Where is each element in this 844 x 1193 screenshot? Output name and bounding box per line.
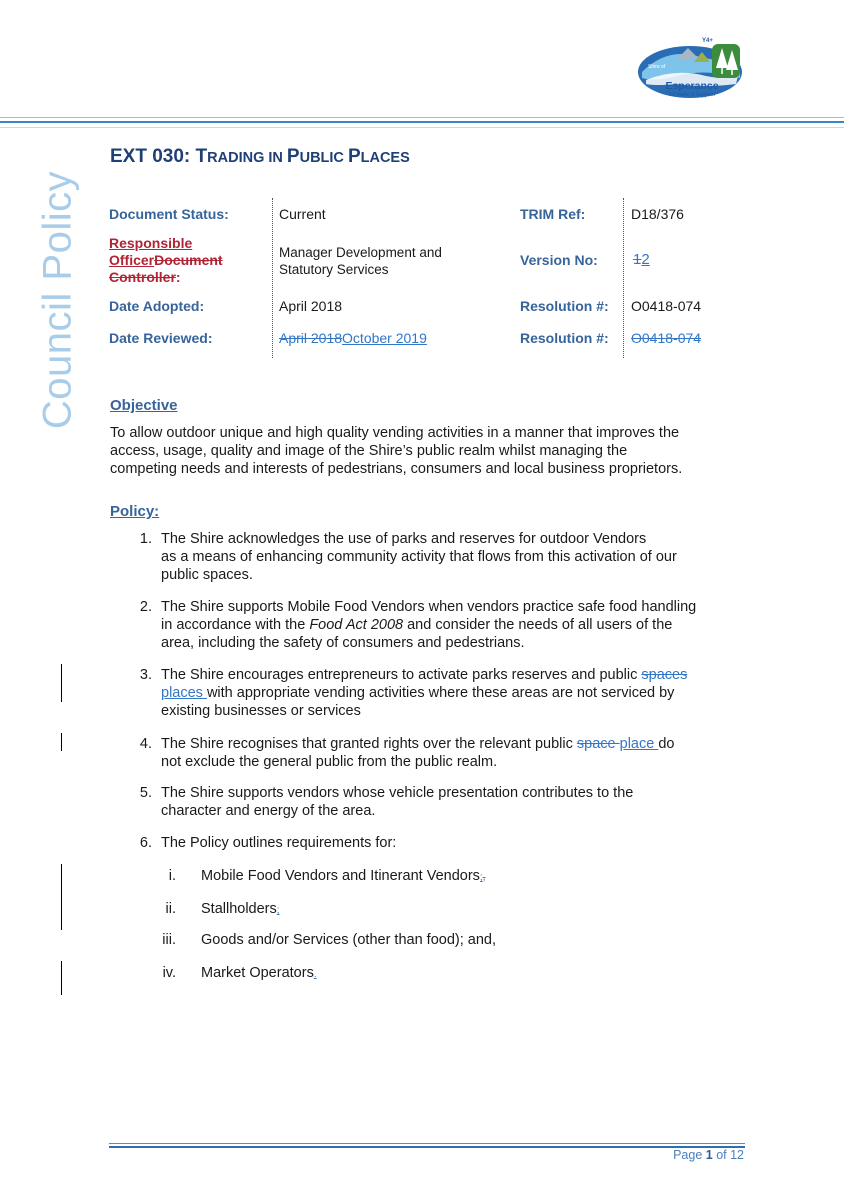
policy-item-3 <box>161 666 741 720</box>
policy-item-6: The Policy outlines requirements for: <box>161 835 397 851</box>
title-prefix: EXT 030: <box>110 146 196 167</box>
change-bar <box>61 733 62 751</box>
objective-line3: competing needs and interests of pedestrians, consumers and local business proprietors. <box>110 461 683 477</box>
subitem-ii-text: Stallholders <box>201 901 277 917</box>
subitem-iii: Goods and/or Services (other than food); and, <box>201 932 497 948</box>
policy-item-2-line3: area, including the safety of consumers and pedestrians. <box>161 635 525 651</box>
adopted-value: April 2018 <box>279 298 343 314</box>
policy-item-2-line2a: in accordance with the <box>161 617 310 633</box>
title-t2-rest: UBLIC <box>299 150 348 166</box>
objective-heading: Objective <box>110 397 178 414</box>
objective-text <box>110 424 740 478</box>
reviewed-label: Date Reviewed: <box>109 330 213 346</box>
title-t3: P <box>347 146 361 167</box>
page-current: 1 <box>705 1148 713 1162</box>
version-value <box>633 251 650 268</box>
policy-item-4-number: 4. <box>139 736 152 752</box>
policy-item-4 <box>161 735 741 771</box>
trim-label: TRIM Ref: <box>520 206 586 222</box>
policy-heading: Policy: <box>110 503 160 520</box>
policy-item-3-line2: with appropriate vending activities where these areas are not serviced by <box>206 685 675 701</box>
policy-item-1-line1: The Shire acknowledges the use of parks and reserves for outdoor Vendors <box>161 531 647 547</box>
subitem-i <box>201 867 485 887</box>
reviewed-value <box>279 330 427 346</box>
subitem-ii-number: ii. <box>165 901 176 917</box>
subitem-iv-text: Market Operators <box>201 965 314 981</box>
trim-value: D18/376 <box>631 206 684 222</box>
resolution2-value <box>631 330 701 346</box>
header-rule-bottom <box>0 127 844 128</box>
policy-item-6-number: 6. <box>139 835 152 851</box>
title-t1: T <box>195 146 208 167</box>
policy-item-4-line2: not exclude the general public from the public realm. <box>161 754 498 770</box>
policy-item-3-line1: The Shire encourages entrepreneurs to activate parks reserves and public <box>161 667 642 683</box>
resolution-value: O0418-074 <box>631 298 702 314</box>
objective-line2: access, usage, quality and image of the Shire’s public realm whilst managing the <box>110 443 628 459</box>
policy-item-2-line2c: and consider the needs of all users of the <box>403 617 673 633</box>
policy-item-4-line1-end: do <box>658 736 675 752</box>
logo-tagline: We make it happen! <box>668 92 716 98</box>
policy-item-5-line1: The Shire supports vendors whose vehicle presentation contributes to the <box>161 785 634 801</box>
status-label: Document Status: <box>109 206 229 222</box>
page-title <box>110 146 410 168</box>
policy-item-5 <box>161 784 687 820</box>
subitem-i-text: Mobile Food Vendors and Itinerant Vendors <box>201 868 480 884</box>
page-number <box>600 1148 744 1162</box>
policy-item-4-line1: The Shire recognises that granted rights over the relevant public <box>161 736 577 752</box>
status-value: Current <box>279 206 326 222</box>
subitem-iv-number: iv. <box>162 965 176 981</box>
policy-item-4-inserted: place <box>619 736 659 752</box>
subitem-i-number: i. <box>168 868 176 884</box>
table-divider-left <box>272 198 273 358</box>
policy-item-1 <box>161 530 728 584</box>
policy-item-3-inserted: places <box>161 685 207 701</box>
resolution2-deleted: O0418-074 <box>631 330 702 346</box>
officer-label-deleted: Document <box>154 252 223 268</box>
officer-value-line2: Statutory Services <box>279 262 389 277</box>
subitem-iii-number: iii. <box>162 932 176 948</box>
logo-anniversary: Y4+ <box>702 38 713 44</box>
title-t1-rest: RADING IN <box>207 150 287 166</box>
version-label: Version No: <box>520 252 598 268</box>
reviewed-inserted: October 2019 <box>342 330 427 346</box>
footer-rule-top <box>109 1143 745 1144</box>
food-act-reference: Food Act 2008 <box>309 617 404 633</box>
subitem-iv-inserted: . <box>313 969 317 980</box>
officer-label <box>109 235 223 286</box>
title-t2: P <box>286 146 300 167</box>
adopted-label: Date Adopted: <box>109 298 205 314</box>
policy-item-1-line3: public spaces. <box>161 567 253 583</box>
policy-item-1-line2: as a means of enhancing community activity that flows from this activation of our <box>161 549 677 565</box>
subitem-ii-inserted: ; <box>276 905 280 916</box>
policy-item-5-line2: character and energy of the area. <box>161 803 376 819</box>
officer-label-controller: Controller <box>109 269 176 285</box>
page-total: 12 <box>730 1148 744 1162</box>
officer-label-line1: Responsible <box>109 235 193 251</box>
subitem-i-inserted: ; <box>479 872 483 883</box>
officer-label-inserted: Officer <box>109 252 155 268</box>
officer-value-line1: Manager Development and <box>279 245 442 260</box>
subitem-ii <box>201 900 280 920</box>
change-bar <box>61 664 62 702</box>
page-prefix: Page <box>673 1148 706 1162</box>
policy-item-5-number: 5. <box>139 785 152 801</box>
table-divider-right <box>623 198 624 358</box>
page-mid: of <box>712 1148 731 1162</box>
logo-small-text: Shire of <box>648 64 666 70</box>
logo-name: Esperance <box>665 80 719 92</box>
policy-item-2 <box>161 598 741 652</box>
policy-item-2-line1: The Shire supports Mobile Food Vendors when vendors practice safe food handling <box>161 599 697 615</box>
officer-value <box>279 244 442 278</box>
change-bar <box>61 864 62 930</box>
objective-line1: To allow outdoor unique and high quality vending activities in a manner that improves the <box>110 425 680 441</box>
policy-item-3-number: 3. <box>139 667 152 683</box>
change-bar <box>61 961 62 995</box>
subitem-iv <box>201 964 317 984</box>
policy-item-3-line3: existing businesses or services <box>161 703 361 719</box>
resolution-label: Resolution #: <box>520 298 609 314</box>
side-label: Council Policy <box>35 170 80 430</box>
officer-label-suffix: : <box>175 269 181 285</box>
policy-item-3-deleted: spaces <box>641 667 688 683</box>
subitem-i-deleted: , <box>482 872 486 883</box>
version-deleted: 1 <box>633 251 642 268</box>
header-rule-top <box>0 117 844 118</box>
version-inserted: 2 <box>641 251 650 268</box>
policy-item-4-deleted: space <box>576 736 620 752</box>
resolution2-label: Resolution #: <box>520 330 609 346</box>
title-t3-rest: LACES <box>360 150 410 166</box>
header-rule-main <box>0 121 844 123</box>
policy-item-2-number: 2. <box>139 599 152 615</box>
policy-item-1-number: 1. <box>139 531 152 547</box>
reviewed-deleted: April 2018 <box>279 330 343 346</box>
